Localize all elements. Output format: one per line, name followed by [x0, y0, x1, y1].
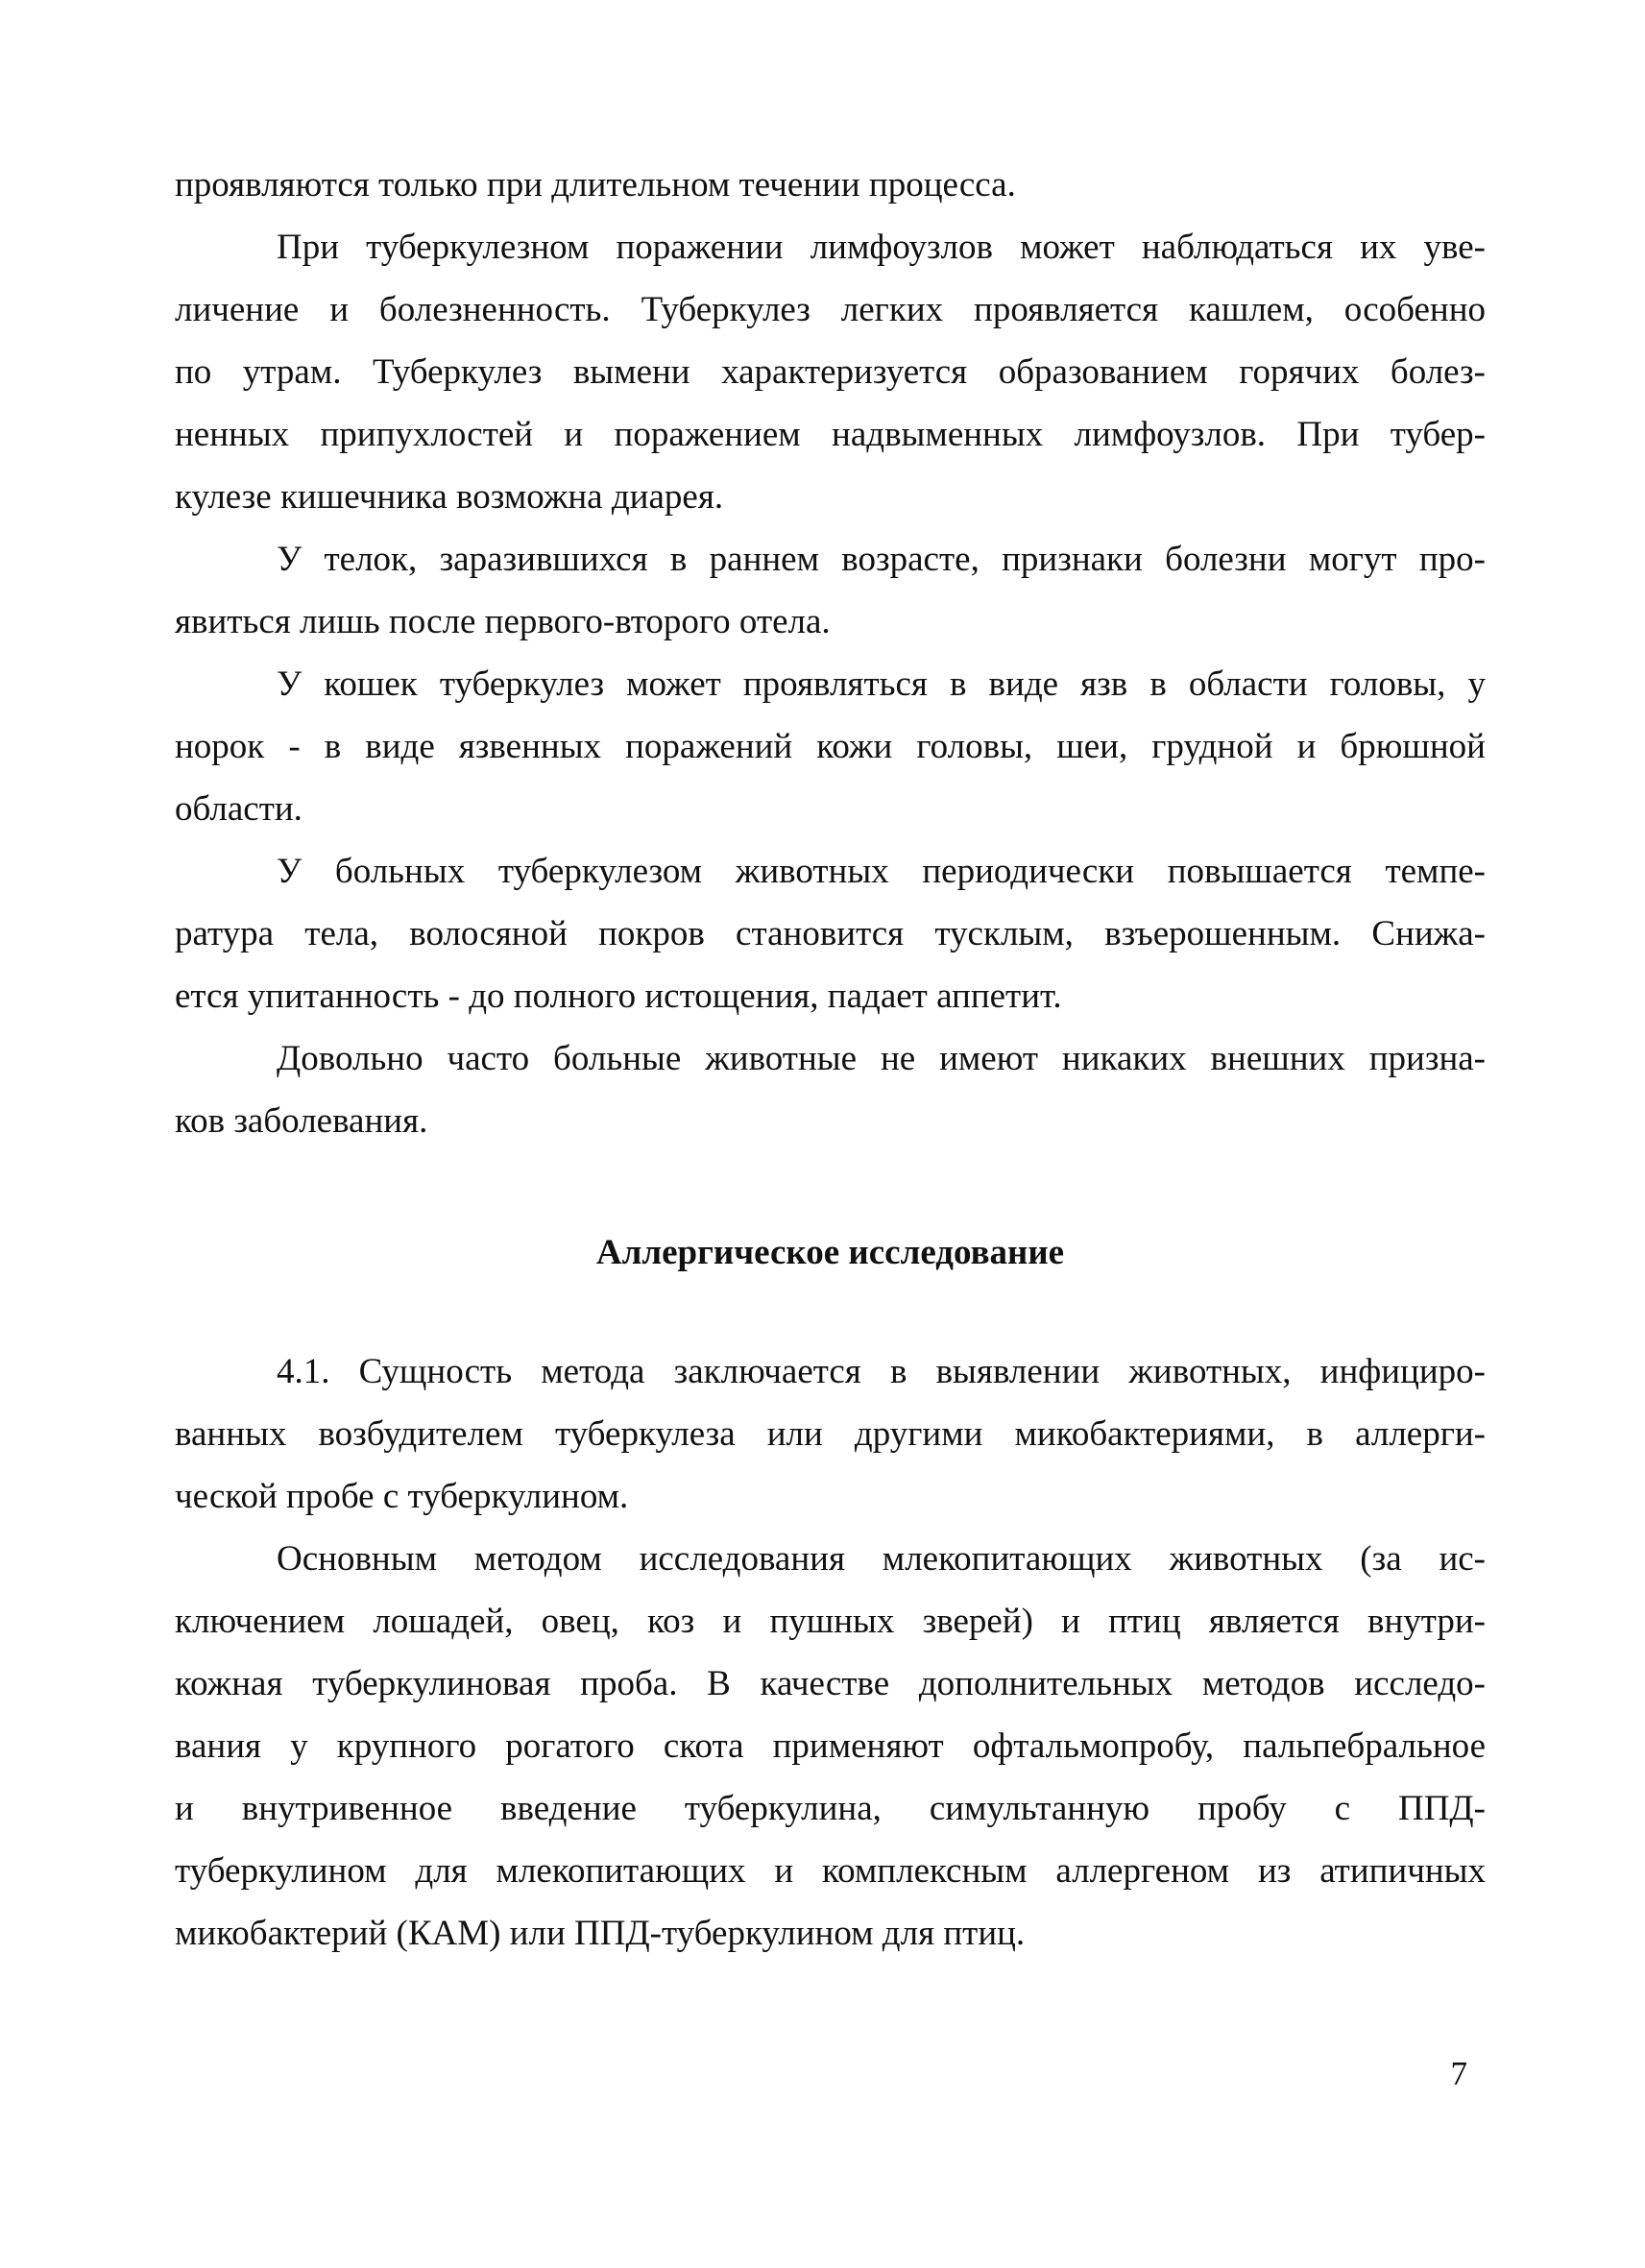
text-line: ческой пробе с туберкулином.: [175, 1477, 629, 1516]
text-line: области.: [175, 789, 302, 829]
text-line: У телок, заразившихся в раннем возрасте, признаки болезни могут про-: [277, 540, 1486, 579]
text-line: 4.1. Сущность метода заключается в выявлении животных, инфициро-: [277, 1352, 1486, 1391]
text-line: У кошек туберкулез может проявляться в виде язв в области головы, у: [277, 664, 1486, 704]
text-line: вания у крупного рогатого скота применяют офтальмопробу, пальпебральное: [175, 1726, 1486, 1766]
text-line: При туберкулезном поражении лимфоузлов может наблюдаться их уве-: [277, 228, 1486, 267]
body-text-upper: [175, 154, 1486, 1152]
text-line: ков заболевания.: [175, 1101, 428, 1141]
text-line: по утрам. Туберкулез вымени характеризуется образованием горячих болез-: [175, 352, 1486, 392]
text-line: кулезе кишечника возможна диарея.: [175, 477, 724, 517]
page-number: 7: [1450, 2055, 1467, 2092]
text-line: ключением лошадей, овец, коз и пушных зверей) и птиц является внутри-: [175, 1602, 1486, 1641]
text-line: туберкулином для млекопитающих и комплексным аллергеном из атипичных: [175, 1851, 1486, 1891]
text-line: Основным методом исследования млекопитающих животных (за ис-: [277, 1539, 1486, 1579]
text-line: проявляются только при длительном течении процесса.: [175, 165, 1016, 205]
text-line: ется упитанность - до полного истощения, падает аппетит.: [175, 977, 1062, 1016]
text-line: У больных туберкулезом животных периодически повышается темпе-: [277, 852, 1486, 891]
body-text-lower: [175, 1340, 1486, 1965]
section-heading: Аллергическое исследование: [595, 1233, 1065, 1272]
text-line: Довольно часто больные животные не имеют никаких внешних призна-: [277, 1039, 1486, 1078]
text-line: норок - в виде язвенных поражений кожи головы, шеи, грудной и брюшной: [175, 727, 1486, 766]
text-line: микобактерий (КАМ) или ППД-туберкулином для птиц.: [175, 1914, 1026, 1953]
text-line: и внутривенное введение туберкулина, симультанную пробу с ППД-: [175, 1789, 1486, 1828]
text-line: кожная туберкулиновая проба. В качестве дополнительных методов исследо-: [175, 1664, 1486, 1703]
text-line: ванных возбудителем туберкулеза или другими микобактериями, в аллерги-: [175, 1414, 1486, 1454]
text-line: ненных припухлостей и поражением надвыменных лимфоузлов. При тубер-: [175, 415, 1486, 454]
text-line: ратура тела, волосяной покров становится тусклым, взъерошенным. Снижа-: [175, 914, 1486, 953]
text-line: личение и болезненность. Туберкулез легких проявляется кашлем, особенно: [175, 290, 1486, 329]
text-line: явиться лишь после первого-второго отела.: [175, 602, 831, 641]
